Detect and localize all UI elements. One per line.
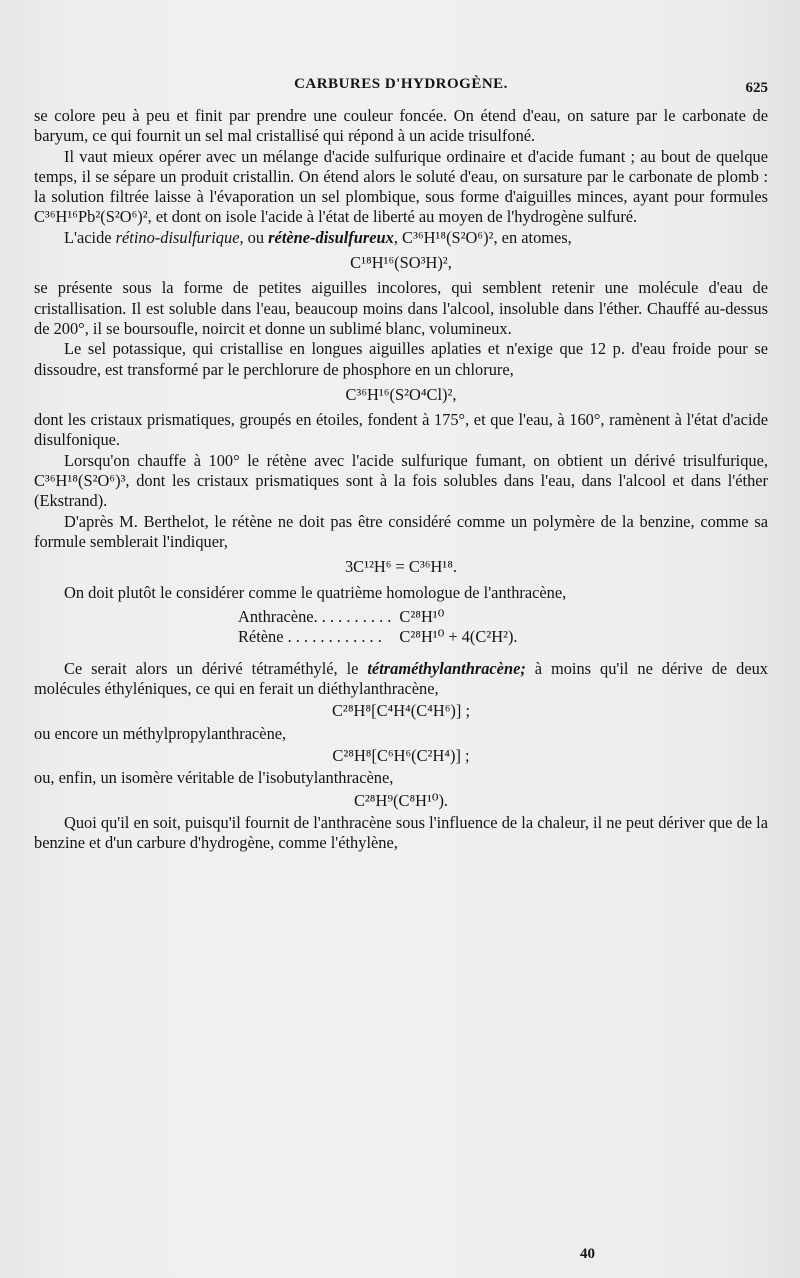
term-retene-disulfureux: rétène-disulfureux (268, 227, 394, 247)
paragraph-1: se colore peu à peu et finit par prendre une couleur foncée. On étend d'eau, on sature par le carbonate de baryum, ce qui fournit un sel mal cristallisé qui répond à un acide trisulfoné. (34, 106, 768, 146)
paragraph-13: Quoi qu'il en soit, puisqu'il fournit de l'anthracène sous l'influence de la chaleur, il ne peut dériver que de la benzine et d'un carbure d'hydrogène, comme l'éthylène, (34, 812, 768, 853)
paragraph-11: ou encore un méthylpropylanthracène, (34, 723, 287, 743)
paragraph-3 (34, 228, 768, 248)
paragraph-10-end: à moins qu'il ne dérive de deux molécules éthyléniques, ce qui en ferait un diéthylanthracène, (34, 658, 768, 699)
paragraph-7: Lorsqu'on chauffe à 100° le rétène avec l'acide sulfurique fumant, on obtient un dérivé trisulfurique, C³⁶H¹⁸(S²O⁶)³, dont les cristaux prismatiques sont à la fois solubles dans l'eau, dans l'alcool et dans l'éther (Ekstrand). (34, 450, 768, 511)
page-number: 625 (745, 80, 768, 96)
paragraph-8: D'après M. Berthelot, le rétène ne doit pas être considéré comme un polymère de la benzine, comme sa formule semblerait l'indiquer, (34, 511, 768, 551)
term-tetramethylanthracene: tétraméthylanthracène; (367, 658, 526, 678)
table-row (234, 607, 522, 627)
formula-3: 3C¹²H⁶ = C³⁶H¹⁸. (344, 557, 458, 577)
formula-2: C³⁶H¹⁶(S²O⁴Cl)², (345, 384, 457, 404)
anthracene-formula: C²⁸H¹⁰ (399, 606, 445, 626)
paragraph-3-start: L'acide (64, 227, 116, 247)
paragraph-2: Il vaut mieux opérer avec un mélange d'acide sulfurique ordinaire et d'acide fumant ; au bout de quelque temps, il se sépare un produit cristallin. On étend alors le soluté d'eau, on sursature par le carbonate de plomb : la solution filtrée laisse à l'évaporation un sel plombique, sous forme d'aiguilles minces, ayant pour formules C³⁶H¹⁶Pb²(S²O⁶)², et dont on isole l'acide à l'état de liberté au moyen de l'hydrogène sulfuré. (34, 146, 768, 227)
formula-1: C¹⁸H¹⁶(SO³H)², (350, 253, 452, 273)
paragraph-10-start: Ce serait alors un dérivé tétraméthylé, le (64, 658, 368, 678)
formula-6: C²⁸H⁹(C⁸H¹⁰). (353, 790, 449, 810)
paragraph-6: dont les cristaux prismatiques, groupés en étoiles, fondent à 175°, et que l'eau, à 160°, ramènent à l'état d'acide disulfonique. (34, 410, 768, 450)
page-title: CARBURES D'HYDROGÈNE. (294, 76, 508, 92)
homologue-table (234, 607, 522, 647)
paragraph-12: ou, enfin, un isomère véritable de l'isobutylanthracène, (34, 768, 394, 788)
running-header (34, 74, 768, 98)
paragraph-4: se présente sous la forme de petites aiguilles incolores, qui semblent retenir une molécule d'eau de cristallisation. Il est soluble dans l'eau, beaucoup moins dans l'alcool, insoluble dans l'éther. Chauffé au-dessus de 200°, il se boursoufle, noircit et donne un sublimé blanc, volumineux. (34, 278, 768, 338)
table-row (234, 627, 522, 647)
signature-mark: 40 (580, 1246, 595, 1262)
anthracene-label: Anthracène. . . . . . . . . . (238, 606, 392, 626)
retene-formula: C²⁸H¹⁰ + 4(C²H²). (399, 626, 518, 646)
paragraph-3-end: , C³⁶H¹⁸(S²O⁶)², en atomes, (393, 227, 572, 247)
paragraph-5: Le sel potassique, qui cristallise en longues aiguilles aplaties et n'exige que 12 p. d'eau froide pour se dissoudre, est transformé par le perchlorure de phosphore en un chlorure, (34, 339, 768, 379)
paragraph-9: On doit plutôt le considérer comme le quatrième homologue de l'anthracène, (64, 582, 567, 602)
paragraph-3-mid: , ou (239, 227, 269, 247)
paragraph-10 (34, 659, 768, 700)
retene-label: Rétène . . . . . . . . . . . . (238, 626, 382, 646)
term-retino-disulfurique: rétino-disulfurique (115, 227, 240, 247)
page-body (34, 106, 768, 854)
formula-5: C²⁸H⁸[C⁶H⁶(C²H⁴)] ; (332, 746, 470, 766)
formula-4: C²⁸H⁸[C⁴H⁴(C⁴H⁶)] ; (332, 701, 470, 721)
